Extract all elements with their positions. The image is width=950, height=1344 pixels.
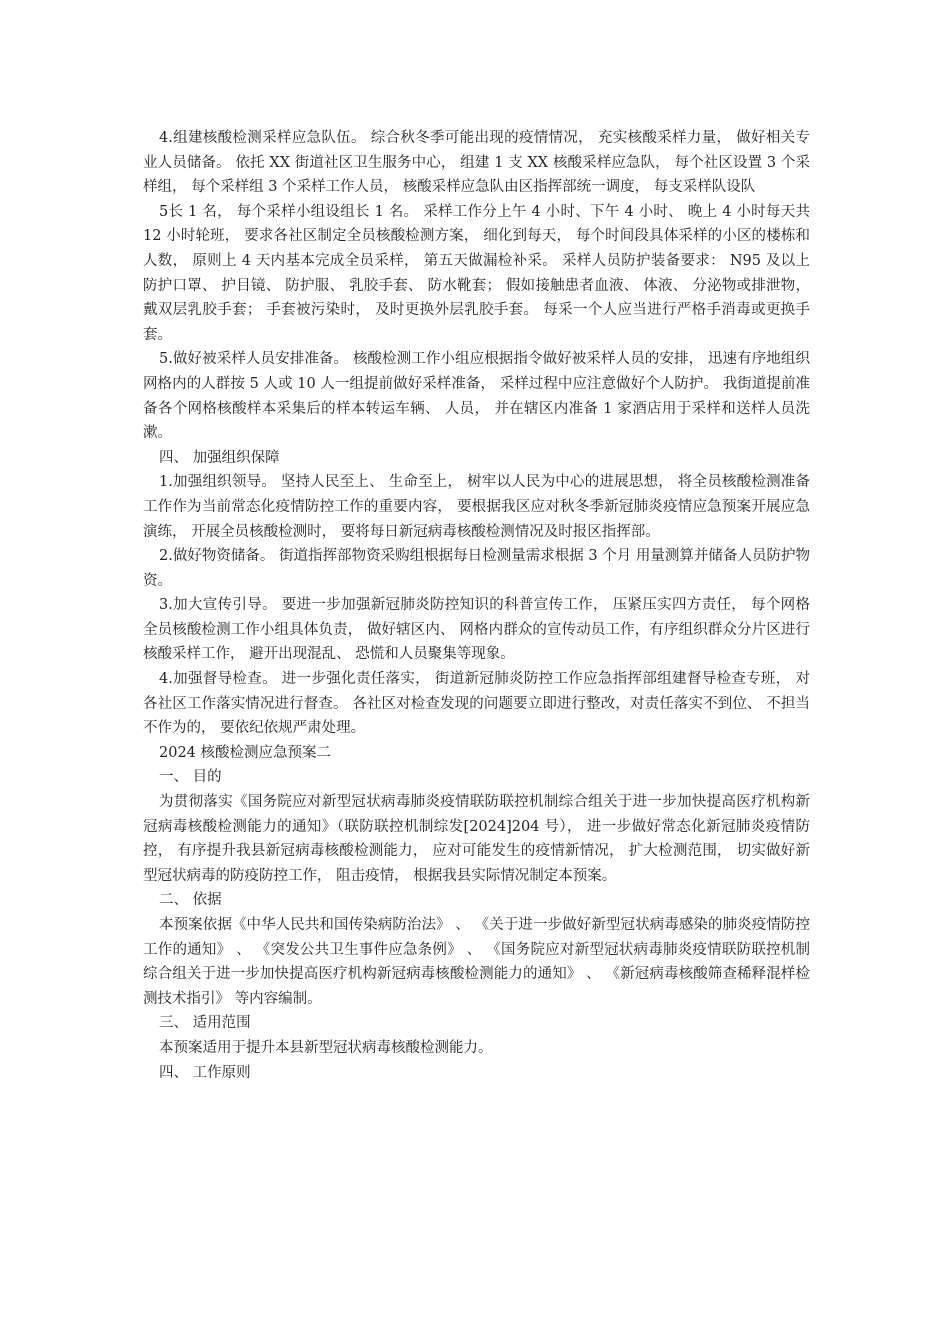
paragraph-team-leader-shifts: 5长 1 名， 每个采样小组设组长 1 名。 采样工作分上午 4 小时、下午 4 小时、 晚上 4 小时每天共 12 小时轮班， 要求各社区制定全员核酸检测方案， 细化到每天， 每个时间段具体采样的小区的楼栋和人数， 原则上 4 天内基本完成全员采样， 第五天做漏检补采。 采样人员防护装备要求： N95 及以上防护口罩、 护目镜、 防护服、 乳胶手套、 防水靴套； 假如接触患者血液、 体液、 分泌物或排泄物， 戴双层乳胶手套； 手套被污染时， 及时更换外层乳胶手套。 每采一个人应当进行严格手消毒或更换手套。 [143,203,815,343]
paragraph-scope: 本预案适用于提升本县新型冠状病毒核酸检测能力。 [159,1039,493,1056]
paragraph-publicity: 3.加大宣传引导。 要进一步加强新冠肺炎防控知识的科普宣传工作， 压紧压实四方责任， 每个网格全员核酸检测工作小组具体负责， 做好辖区内、 网格内群众的宣传动员工作，有序组织群众分片区进行核酸采样工作， 避开出现混乱、 恐慌和人员聚集等现象。 [143,597,810,663]
paragraph-supervision: 4.加强督导检查。 进一步强化责任落实， 街道新冠肺炎防控工作应急指挥部组建督导检查专班， 对各社区工作落实情况进行督查。 各社区对检查发现的问题要立即进行整改，对责任落实不到位、 不担当不作为的， 要依纪依规严肃处理。 [143,671,810,737]
section-heading-1: 一、 目的 [159,769,222,786]
section-heading-4b: 四、 工作原则 [159,1064,251,1081]
paragraph-leadership: 1.加强组织领导。 坚持人民至上、 生命至上， 树牢以人民为中心的进展思想， 将全员核酸检测准备工作作为当前常态化疫情防控工作的重要内容， 要根据我区应对秋冬季新冠肺炎疫情应急预案开展应急演练， 开展全员核酸检测时， 要将每日新冠病毒核酸检测情况及时报区指挥部。 [143,474,810,540]
document-page [143,126,815,1085]
document-subtitle: 2024 核酸检测应急预案二 [159,744,332,761]
paragraph-supplies: 2.做好物资储备。 街道指挥部物资采购组根据每日检测量需求根据 3 个月 用量测算并储备人员防护物资。 [143,548,810,589]
paragraph-basis: 本预案依据《中华人民共和国传染病防治法》 、 《关于进一步做好新型冠状病毒感染的肺炎疫情防控工作的通知》 、 《突发公共卫生事件应急条例》 、 《国务院应对新型冠状病毒肺炎疫情联防联控机制综合组关于进一步加快提高医疗机构新冠病毒核酸检测能力的通知》 、 《新冠病毒核酸筛查稀释混样检测技术指引》 等内容编制。 [143,917,810,1007]
section-heading-2: 二、 依据 [159,892,222,909]
section-heading-3: 三、 适用范围 [159,1015,251,1032]
paragraph-item-4-emergency-team: 4.组建核酸检测采样应急队伍。 综合秋冬季可能出现的疫情情况， 充实核酸采样力量， 做好相关专业人员储备。 依托 XX 街道社区卫生服务中心， 组建 1 支 XX 核酸采样应急队， 每个社区设置 3 个采样组， 每个采样组 3 个采样工作人员， 核酸采样应急队由区指挥部统一调度， 每支采样队设队 [143,130,810,196]
section-heading-4: 四、 加强组织保障 [159,449,280,466]
paragraph-purpose: 为贯彻落实《国务院应对新型冠状病毒肺炎疫情联防联控机制综合组关于进一步加快提高医疗机构新冠病毒核酸检测能力的通知》（联防联控机制综发[2024]204 号）， 进一步做好常态化新冠肺炎疫情防控， 有序提升我县新冠病毒核酸检测能力， 应对可能发生的疫情新情况， 扩大检测范围， 切实做好新型冠状病毒的防疫防控工作， 阻击疫情， 根据我县实际情况制定本预案。 [143,794,810,884]
paragraph-item-5-preparation: 5.做好被采样人员安排准备。 核酸检测工作小组应根据指令做好被采样人员的安排， 迅速有序地组织网格内的人群按 5 人或 10 人一组提前做好采样准备， 采样过程中应注意做好个人防护。 我街道提前准备各个网格核酸样本采集后的样本转运车辆、 人员， 并在辖区内准备 1 家酒店用于采样和送样人员洗漱。 [143,351,810,442]
